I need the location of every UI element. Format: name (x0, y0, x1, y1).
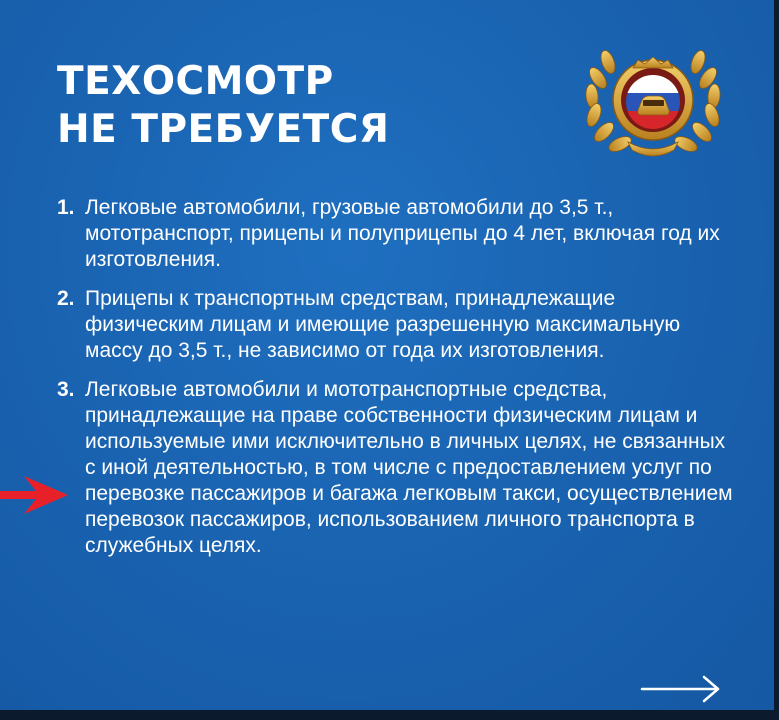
list-item (57, 377, 737, 559)
list-item (57, 286, 737, 364)
item-number: 2. (57, 287, 75, 310)
exemption-list (57, 195, 737, 572)
item-number: 3. (57, 378, 75, 401)
item-number: 1. (57, 196, 75, 219)
arrow-right-icon[interactable] (640, 674, 722, 704)
red-arrow-icon (0, 474, 68, 516)
item-text: Прицепы к транспортным средствам, принадлежащие физическим лицам и имеющие разрешенную максимальную массу до 3,5 т., не зависимо от года их изготовления. (85, 287, 681, 362)
slide-title (57, 58, 389, 154)
traffic-police-emblem-icon (578, 38, 728, 163)
list-item (57, 195, 737, 273)
item-text: Легковые автомобили и мототранспортные средства, принадлежащие на праве собственности физическим лицам и используемые ими исключительно в личных целях, не связанных с иной деятельностью, в том числе с предоставлением услуг по перевозке пассажиров и багажа легковым такси, осуществлением перевозок пассажиров, использованием личного транспорта в служебных целях. (85, 378, 733, 557)
item-text: Легковые автомобили, грузовые автомобили до 3,5 т., мототранспорт, прицепы и полуприцепы до 4 лет, включая год их изготовления. (85, 196, 720, 271)
title-line-2: НЕ ТРЕБУЕТСЯ (57, 107, 390, 152)
right-edge-strip (774, 0, 779, 720)
bottom-edge-strip (0, 710, 779, 720)
title-line-1: ТЕХОСМОТР (57, 59, 334, 104)
